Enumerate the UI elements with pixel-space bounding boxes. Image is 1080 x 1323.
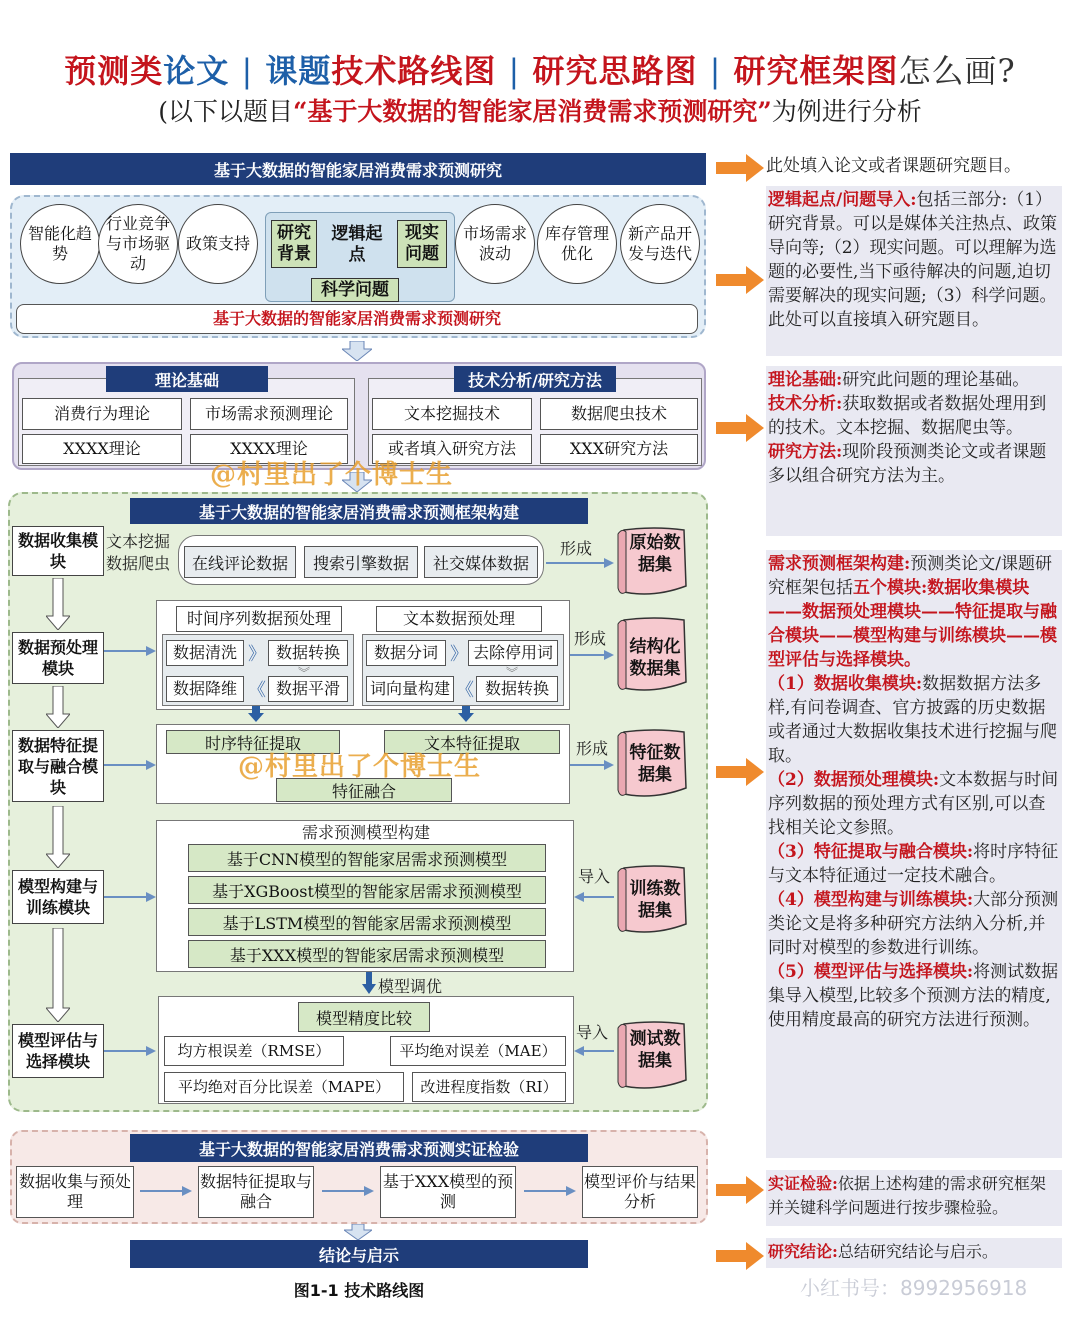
theory-item: 市场需求预测理论: [190, 398, 348, 430]
core-origin: 逻辑起点: [325, 214, 389, 276]
model-item-cnn: 基于CNN模型的智能家居需求预测模型: [188, 844, 546, 872]
text-pre-header: 文本数据预处理: [376, 606, 542, 632]
chevron-left-icon: 《: [248, 680, 266, 701]
eval-item-rmse: 均方根误差（RMSE）: [164, 1036, 344, 1066]
right-arrow-icon: [524, 1184, 576, 1198]
chevron-down-icon: ︾: [298, 666, 311, 680]
note-title: （3）特征提取与融合模块:: [768, 842, 974, 862]
note-title: 需求预测框架构建:: [768, 554, 911, 574]
collect-method: 数据爬虫: [106, 554, 171, 573]
subtitle-pre: (以下以题目: [158, 97, 293, 126]
right-arrow-icon: [570, 758, 614, 772]
theory-item: XXXX理论: [190, 434, 348, 464]
feature-ts: 时序特征提取: [166, 730, 340, 754]
note-body: 总结研究结论与启示。: [837, 1242, 998, 1261]
note-title: （5）模型评估与选择模块:: [768, 962, 974, 982]
orange-arrow-icon: [716, 1242, 764, 1270]
core-background: 研究背景: [271, 220, 317, 268]
note-modules: 五个模块:数据收集模块——数据预处理模块——特征提取与融合模块——模型构建与训练模块——模型评估与选择模块。: [768, 578, 1057, 670]
right-arrow-icon: [140, 1184, 192, 1198]
chevron-left-icon: 《: [456, 680, 474, 701]
note-title: （2）数据预处理模块:: [768, 770, 940, 790]
down-arrow-icon: [248, 706, 264, 722]
note-body: 将时序特征与文本特征通过一定技术融合。: [768, 842, 1059, 886]
chevron-right-icon: 》: [450, 644, 468, 665]
note-title: 理论基础:: [768, 370, 843, 390]
empirical-step: 数据特征提取与融合: [198, 1166, 314, 1218]
model-header: 需求预测模型构建: [301, 823, 430, 842]
ts-pre-item: 数据降维: [166, 676, 244, 702]
note-body: 将测试数据集导入模型,比较多个预测方法的精度,使用精度最高的研究方法进行预测。: [768, 962, 1059, 1030]
empirical-step: 模型评价与结果分析: [582, 1166, 698, 1218]
title-sep: |: [241, 52, 254, 90]
dataset-feature: 特征数据集: [629, 743, 681, 785]
watermark: @村里出了个博士生: [238, 752, 482, 782]
module-feature: 数据特征提取与融合模块: [12, 730, 104, 802]
right-arrow-icon: [104, 1044, 156, 1058]
theory-item: XXXX理论: [22, 434, 182, 464]
empirical-header: 基于大数据的智能家居消费需求预测实证检验: [130, 1134, 588, 1162]
title-part: 研究思路图: [532, 52, 698, 90]
down-arrow-icon: [458, 706, 474, 722]
note-topic: 此处填入论文或者课题研究题目。: [766, 156, 1021, 176]
eval-header: 模型精度比较: [298, 1002, 430, 1032]
note-logic: [766, 186, 1062, 356]
down-arrow-icon: [46, 686, 70, 728]
note-title: 研究方法:: [768, 442, 843, 462]
title-part: 怎么画?: [898, 52, 1016, 90]
title-part: 论文: [163, 52, 230, 90]
note-body: 依据上述构建的需求研究框架并关键科学问题进行按步骤检验。: [768, 1174, 1046, 1217]
note-body: 预测类论文/课题研究框架包括: [768, 554, 1053, 598]
module-preprocess: 数据预处理模块: [12, 632, 104, 684]
collect-method: 文本挖掘: [106, 532, 171, 551]
collect-methods: [106, 531, 178, 575]
text-pre-item: 数据转换: [476, 676, 558, 702]
text-pre-item: 数据分词: [366, 640, 446, 666]
empirical-step: 数据收集与预处理: [16, 1166, 134, 1218]
note-body: 数据数据方法多样,有问卷调查、官方披露的历史数据或者通过大数据收集技术进行挖掘与爬取。: [768, 674, 1057, 766]
circle-policy: 政策支持: [178, 204, 258, 284]
theory-header: 理论基础: [106, 366, 268, 392]
page-title: [0, 46, 1080, 92]
ts-pre-header: 时间序列数据预处理: [176, 606, 342, 632]
import-label: 导入: [578, 867, 611, 886]
science-question: 科学问题: [311, 278, 399, 302]
feature-text: 文本特征提取: [384, 730, 560, 754]
tech-item: 或者填入研究方法: [372, 434, 532, 464]
right-arrow-icon: [570, 648, 614, 662]
circle-trend: 智能化趋势: [20, 204, 100, 284]
orange-arrow-icon: [716, 414, 764, 442]
left-arrow-icon: [574, 1044, 614, 1058]
chevron-down-icon: ︾: [506, 666, 519, 680]
dataset-train: 训练数据集: [629, 879, 681, 921]
tech-item: 文本挖掘技术: [372, 398, 532, 430]
right-arrow-icon: [104, 890, 156, 904]
watermark-id: 小红书号：8992956918: [800, 1276, 1028, 1300]
figure-caption: 图1-1 技术路线图: [293, 1281, 425, 1300]
note-body: 大部分预测类论文是将多种研究方法纳入分析,并同时对模型的参数进行训练。: [768, 890, 1059, 958]
note-body: 现阶段预测类论文或者课题多以组合研究方法为主。: [768, 442, 1047, 486]
ts-pre-item: 数据转换: [268, 640, 348, 666]
form-label: 形成: [576, 739, 609, 758]
import-label: 导入: [576, 1023, 609, 1042]
circle-competition: 行业竞争与市场驱动: [98, 204, 178, 284]
right-arrow-icon: [104, 644, 156, 658]
note-title: （1）数据收集模块:: [768, 674, 923, 694]
down-arrow-icon: [46, 806, 70, 868]
theory-item: 消费行为理论: [22, 398, 182, 430]
orange-arrow-icon: [716, 154, 764, 182]
feature-fusion: 特征融合: [276, 778, 452, 802]
watermark: @村里出了个博士生: [210, 460, 454, 490]
title-part: 课题: [265, 52, 332, 90]
text-pre-item: 词向量构建: [366, 676, 454, 702]
circle-inventory: 库存管理优化: [537, 204, 617, 284]
note-logic-body: 包括三部分:（1）研究背景。可以是媒体关注热点、政策导向等;（2）现实问题。可以理解为选题的必要性,当下亟待解决的问题,迫切需要解决的现实问题;（3）科学问题。此处可以直接填入研究题目。: [768, 190, 1057, 330]
title-sep: |: [709, 52, 722, 90]
down-arrow-icon: [342, 341, 372, 361]
text-pre-item: 去除停用词: [468, 640, 558, 666]
note-theory: [766, 366, 1062, 536]
down-arrow-icon: [46, 928, 70, 1022]
ts-pre-item: 数据清洗: [166, 640, 244, 666]
empirical-step: 基于XXX模型的预测: [380, 1166, 516, 1218]
model-item-lstm: 基于LSTM模型的智能家居需求预测模型: [188, 908, 546, 936]
circle-market: 市场需求波动: [455, 204, 535, 284]
dataset-test: 测试数据集: [629, 1029, 681, 1071]
form-label: 形成: [560, 539, 593, 558]
down-arrow-icon: [344, 1224, 372, 1240]
note-title: 实证检验:: [768, 1174, 838, 1193]
source-review: 在线评论数据: [184, 546, 296, 578]
subtitle-topic: “基于大数据的智能家居消费需求预测研究”: [292, 97, 772, 126]
circle-newproduct: 新产品开发与迭代: [620, 204, 700, 284]
right-arrow-icon: [322, 1184, 374, 1198]
title-part: 技术路线图: [331, 52, 497, 90]
model-tune-label: 模型调优: [378, 977, 443, 996]
module-eval: 模型评估与选择模块: [12, 1024, 104, 1078]
note-body: 研究此问题的理论基础。: [842, 370, 1030, 390]
right-arrow-icon: [104, 758, 156, 772]
source-search: 搜索引擎数据: [304, 546, 418, 578]
eval-item-ri: 改进程度指数（RI）: [412, 1072, 566, 1102]
research-title-box: 基于大数据的智能家居消费需求预测研究: [16, 304, 698, 334]
module-collect: 数据收集模块: [12, 526, 104, 576]
down-arrow-icon: [362, 972, 376, 994]
dataset-structured: 结构化数据集: [629, 637, 681, 679]
note-title: （4）模型构建与训练模块:: [768, 890, 974, 910]
orange-arrow-icon: [716, 266, 764, 294]
chevron-right-icon: 》: [248, 644, 266, 665]
module-model: 模型构建与训练模块: [12, 870, 104, 924]
ts-pre-item: 数据平滑: [268, 676, 348, 702]
page-subtitle: [0, 92, 1080, 128]
note-body: 文本数据与时间序列数据的预处理方式有区别,可以查找相关论文参照。: [768, 770, 1059, 838]
note-title: 研究结论:: [768, 1242, 838, 1261]
source-social: 社交媒体数据: [424, 546, 538, 578]
title-sep: |: [508, 52, 521, 90]
conclusion-bar: 结论与启示: [130, 1240, 588, 1268]
dataset-raw: 原始数据集: [629, 533, 681, 575]
tech-header: 技术分析/研究方法: [454, 366, 616, 392]
core-problem: 现实问题: [397, 220, 447, 268]
note-framework: [766, 550, 1062, 1158]
down-arrow-icon: [46, 578, 70, 630]
note-conclusion: [766, 1238, 1062, 1268]
note-logic-title: 逻辑起点/问题导入:: [768, 190, 917, 210]
eval-item-mape: 平均绝对百分比误差（MAPE）: [164, 1072, 404, 1102]
orange-arrow-icon: [716, 758, 764, 786]
title-part: 研究框架图: [733, 52, 899, 90]
topic-title-bar: 基于大数据的智能家居消费需求预测研究: [10, 153, 706, 185]
model-item-xgboost: 基于XGBoost模型的智能家居需求预测模型: [188, 876, 546, 904]
subtitle-post: 为例进行分析: [771, 97, 922, 126]
note-body: 获取数据或者数据处理用到的技术。文本挖掘、数据爬虫等。: [768, 394, 1047, 438]
tech-item: 数据爬虫技术: [540, 398, 698, 430]
title-part: 预测类: [64, 52, 164, 90]
left-arrow-icon: [574, 890, 614, 904]
eval-item-mae: 平均绝对误差（MAE）: [390, 1036, 566, 1066]
tech-item: XXX研究方法: [540, 434, 698, 464]
orange-arrow-icon: [716, 1176, 764, 1204]
note-title: 技术分析:: [768, 394, 843, 414]
right-arrow-icon: [546, 556, 614, 570]
framework-header: 基于大数据的智能家居消费需求预测框架构建: [130, 498, 588, 524]
model-item-xxx: 基于XXX模型的智能家居需求预测模型: [188, 940, 546, 968]
note-empirical: [766, 1170, 1062, 1226]
form-label: 形成: [574, 629, 607, 648]
